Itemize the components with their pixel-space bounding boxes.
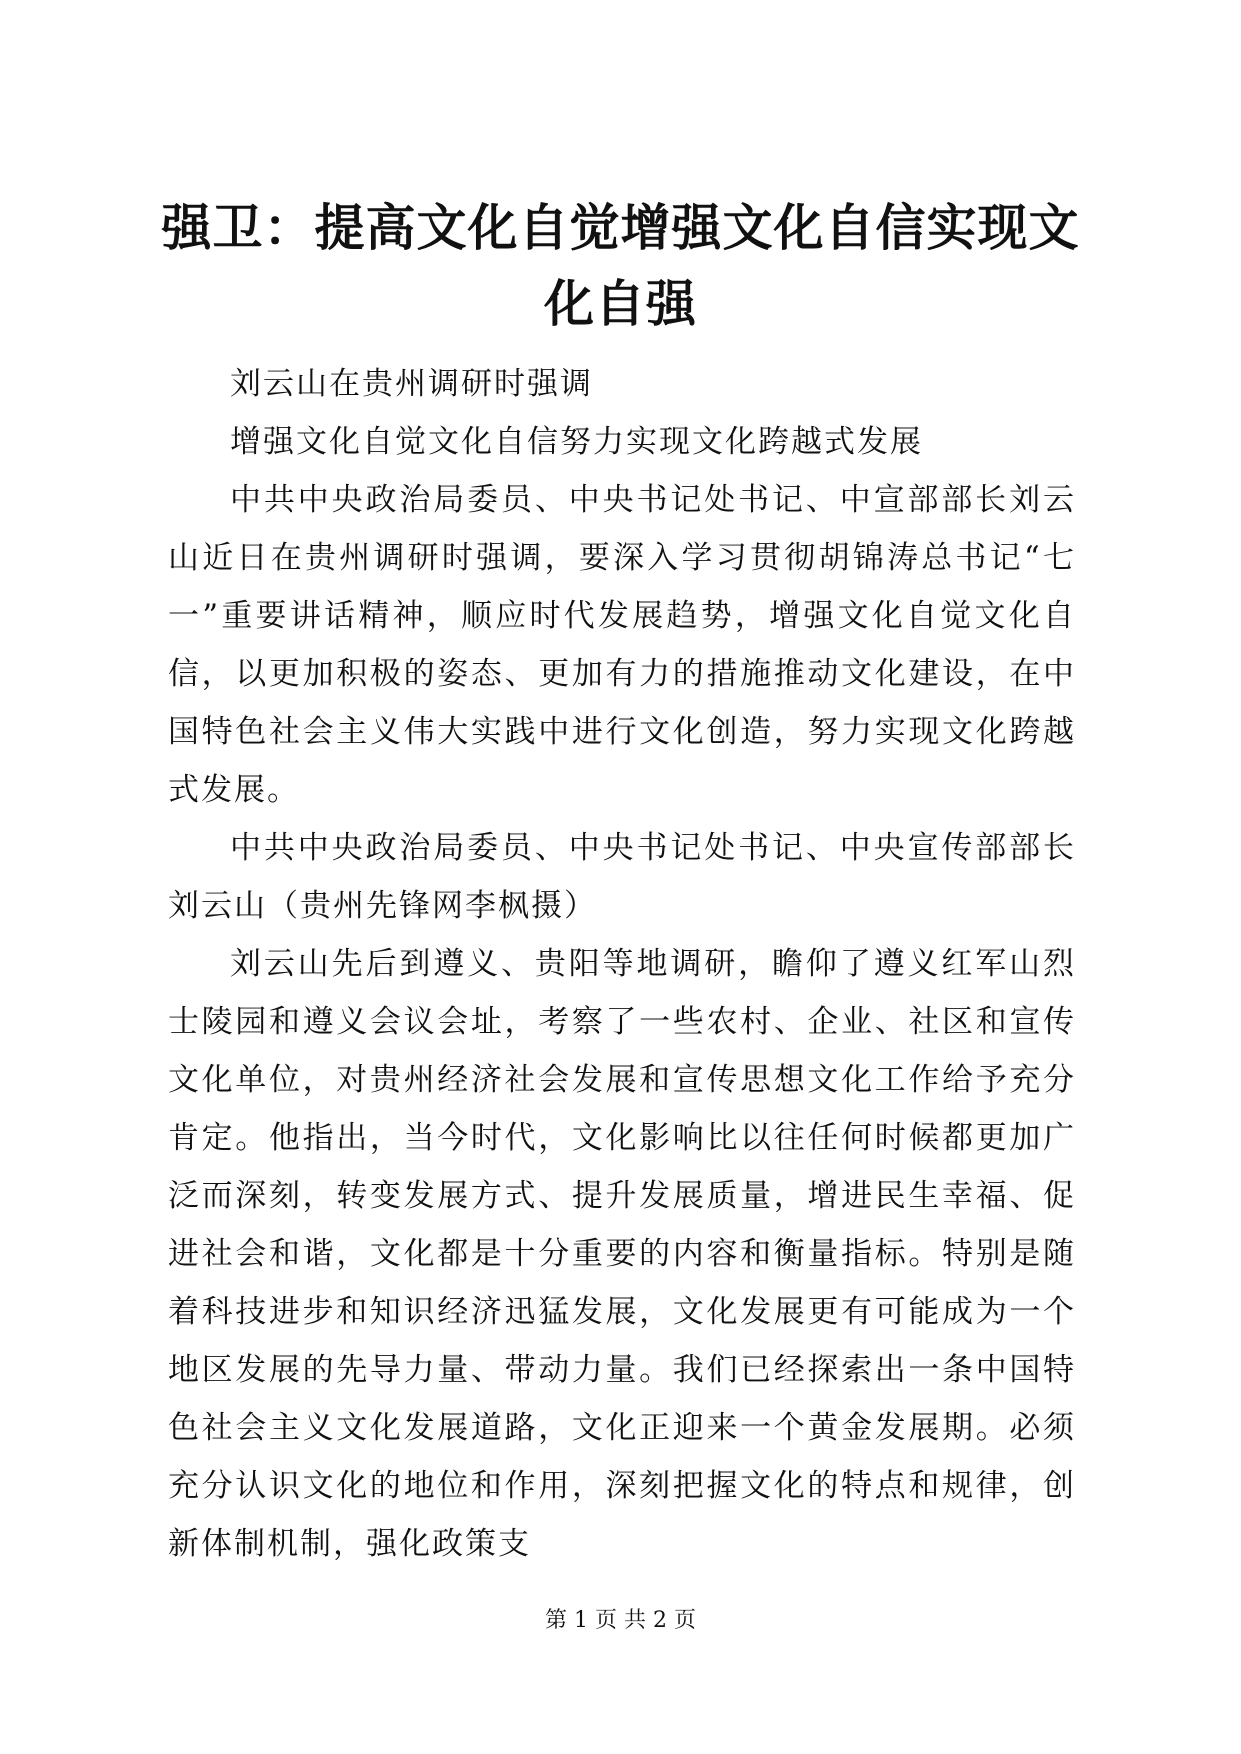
page-footer: 第 1 页 共 2 页 [545,1608,696,1633]
document-body [168,355,1076,1573]
paragraph-photo-caption: 中共中央政治局委员、中央书记处书记、中央宣传部部长刘云山（贵州先锋网李枫摄） [168,830,1076,924]
paragraph-subtitle-2: 增强文化自觉文化自信努力实现文化跨越式发展 [230,424,923,460]
paragraph-intro: 中共中央政治局委员、中央书记处书记、中宣部部长刘云山近日在贵州调研时强调，要深入学习贯彻胡锦涛总书记“七一”重要讲话精神，顺应时代发展趋势，增强文化自觉文化自信，以更加积极的姿态、更加有力的措施推动文化建设，在中国特色社会主义伟大实践中进行文化创造，努力实现文化跨越式发展。 [168,482,1076,808]
paragraph-subtitle-1: 刘云山在贵州调研时强调 [230,366,593,402]
document-title: 强卫：提高文化自觉增强文化自信实现文化自强 [161,198,1080,333]
paragraph-main: 刘云山先后到遵义、贵阳等地调研，瞻仰了遵义红军山烈士陵园和遵义会议会址，考察了一些农村、企业、社区和宣传文化单位，对贵州经济社会发展和宣传思想文化工作给予充分肯定。他指出，当今时代，文化影响比以往任何时候都更加广泛而深刻，转变发展方式、提升发展质量，增进民生幸福、促进社会和谐，文化都是十分重要的内容和衡量指标。特别是随着科技进步和知识经济迅猛发展，文化发展更有可能成为一个地区发展的先导力量、带动力量。我们已经探索出一条中国特色社会主义文化发展道路，文化正迎来一个黄金发展期。必须充分认识文化的地位和作用，深刻把握文化的特点和规律，创新体制机制，强化政策支 [168,946,1076,1562]
